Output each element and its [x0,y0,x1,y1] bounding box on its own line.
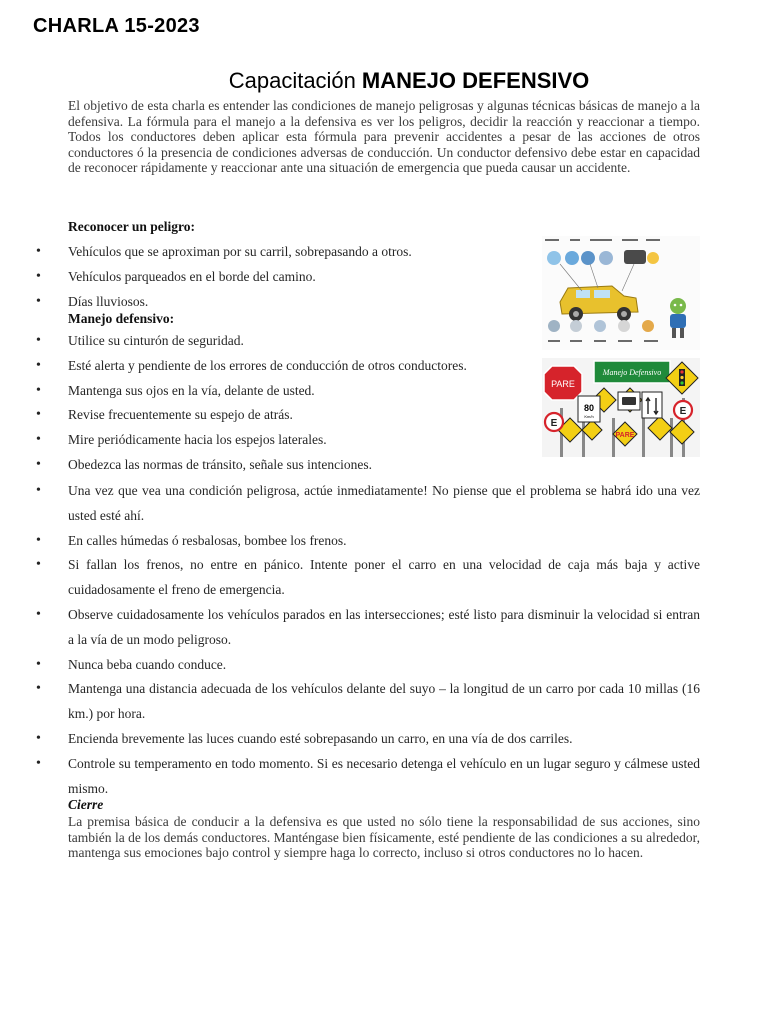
manejo-list-top [36,329,506,478]
list-item: • Vehículos que se aproximan por su carril, sobrepasando a otros. [36,240,506,265]
pare-sign [544,366,582,400]
section-heading-peligro: Reconocer un peligro: [68,219,195,234]
pare-sign-2-label: PARE [615,432,635,439]
intro-paragraph: El objetivo de esta charla es entender las condiciones de manejo peligrosas y algunas técnicas básicas de manejo a la defensiva. La fórmula para el manejo a la defensiva es ver los peligros, decidir la reacción y reaccionar a tiempo. Todos los conductores deben aplicar esta fórmula para prevenir accidentes a pesar de las acciones de otros conductores ó la presencia de condiciones adversas de conducción. Un conductor defensivo debe estar en capacidad de reconocer rápidamente y reaccionar ante una situación de emergencia que pueda causar un accidente. [68,98,700,176]
e-sign-right-label: E [679,406,687,417]
title-prefix: Capacitación [228,68,356,93]
e-sign-left-label: E [550,418,558,429]
banner-sign [594,361,670,383]
bus-sign [618,392,640,410]
closing-paragraph: La premisa básica de conducir a la defensiva es que usted no sólo tiene la responsabilidad de sus acciones, sino también la de los demás conductores. Manténgase bien físicamente, esté pendiente de las condiciones a su alrededor, mantenga sus emociones bajo control y siempre haga lo correcto, incluso si otros conductores no lo hacen. [68,814,700,861]
closing-heading: Cierre [68,797,104,812]
peligro-list [36,240,506,314]
list-item: • Mire periódicamente hacia los espejos laterales. [36,428,506,453]
list-item: • Encienda brevemente las luces cuando esté sobrepasando un carro, en una vía de dos carriles. [36,727,700,752]
speed-value: 80 [583,403,595,413]
manejo-list-bottom [36,479,700,801]
speed-unit: Km/h [584,414,594,419]
arrows-sign [642,392,662,418]
list-item: • Obedezca las normas de tránsito, señale sus intenciones. [36,453,506,478]
list-item: • Nunca beba cuando conduce. [36,653,700,678]
list-item: • Vehículos parqueados en el borde del camino. [36,265,506,290]
list-item: • Esté alerta y pendiente de los errores de conducción de otros conductores. [36,354,506,379]
header-label: CHARLA 15-2023 [33,15,200,37]
banner-sign-label: Manejo Defensivo [602,368,662,377]
page-title [0,68,768,94]
list-item: • Mantenga una distancia adecuada de los vehículos delante del suyo – la longitud de un carro por cada 10 millas (16 km.) por hora. [36,677,700,727]
list-item: • En calles húmedas ó resbalosas, bombee los frenos. [36,529,700,554]
list-item: • Revise frecuentemente su espejo de atrás. [36,403,506,428]
traffic-signs-svg [542,358,700,457]
list-item: • Días lluviosos. [36,290,506,315]
list-item: • Si fallan los frenos, no entre en pánico. Intente poner el carro en una velocidad de caja más baja y active cuidadosamente el freno de emergencia. [36,553,700,603]
list-item: • Utilice su cinturón de seguridad. [36,329,506,354]
speed-limit-sign [578,396,600,422]
list-item: • Mantenga sus ojos en la vía, delante de usted. [36,379,506,404]
pare-sign-label: PARE [551,379,575,389]
e-sign-left [545,413,563,431]
list-item: • Observe cuidadosamente los vehículos parados en las intersecciones; esté listo para disminuir la velocidad si entran a la vía de un modo peligroso. [36,603,700,653]
car-hazard-illustration [542,236,700,350]
traffic-signs-illustration [542,358,700,457]
list-item: • Una vez que vea una condición peligrosa, actúe inmediatamente! No piense que el problema se habrá ido una vez usted esté ahí. [36,479,700,529]
car-illustration-svg [542,236,700,350]
section-heading-manejo: Manejo defensivo: [68,311,175,326]
e-sign-right [674,401,692,419]
list-item: • Controle su temperamento en todo momento. Si es necesario detenga el vehículo en un lugar seguro y cálmese usted mismo. [36,752,700,802]
title-main: MANEJO DEFENSIVO [361,68,590,93]
